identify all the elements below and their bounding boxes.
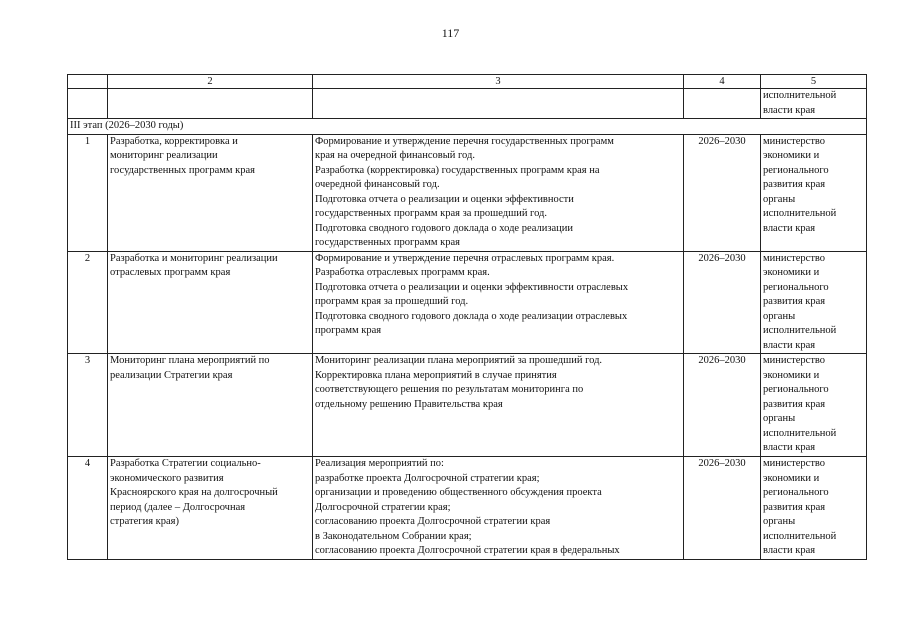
row-responsible: исполнительной власти края [761,89,867,119]
row-number: 2 [68,251,108,354]
row-number: 3 [68,354,108,457]
table-row [68,251,867,354]
row-responsible: министерство экономики и регионального развития края органы исполнительной власти края [761,134,867,251]
row-actions: Формирование и утверждение перечня государственных программ края на очередной финансовый год. Разработка (корректировка) государственных программ края на очередной финансовый год. Подготовка отчета о реализации и оценки эффективности государственных программ края за прошедший год. Подготовка сводного годового доклада о ходе реализации государственных программ края [313,134,684,251]
row-period: 2026–2030 [684,134,761,251]
table-header-row [68,75,867,89]
row-period: 2026–2030 [684,457,761,560]
row-name [108,89,313,119]
header-cell-4: 4 [684,75,761,89]
table-row [68,457,867,560]
row-period: 2026–2030 [684,354,761,457]
stage-label: III этап (2026–2030 годы) [68,119,867,135]
continuation-row [68,89,867,119]
row-actions [313,89,684,119]
row-actions: Формирование и утверждение перечня отраслевых программ края. Разработка отраслевых программ края. Подготовка отчета о реализации и оценки эффективности отраслевых программ края за прошедший год. Подготовка сводного годового доклада о ходе реализации отраслевых программ края [313,251,684,354]
strategy-table [67,74,867,560]
header-cell-5: 5 [761,75,867,89]
row-name: Разработка, корректировка и мониторинг реализации государственных программ края [108,134,313,251]
row-actions: Реализация мероприятий по: разработке проекта Долгосрочной стратегии края; организации и проведению общественного обсуждения проекта Долгосрочной стратегии края; согласованию проекта Долгосрочной стратегии края в Законодательном Собрании края; согласованию проекта Долгосрочной стратегии края в федеральных [313,457,684,560]
header-cell-2: 2 [108,75,313,89]
table-row [68,354,867,457]
row-responsible: министерство экономики и регионального развития края органы исполнительной власти края [761,251,867,354]
stage-row [68,119,867,135]
row-period [684,89,761,119]
row-number: 4 [68,457,108,560]
row-responsible: министерство экономики и регионального развития края органы исполнительной власти края [761,457,867,560]
header-cell-1 [68,75,108,89]
row-actions: Мониторинг реализации плана мероприятий за прошедший год. Корректировка плана мероприятий в случае принятия соответствующего решения по результатам мониторинга по отдельному решению Правительства края [313,354,684,457]
row-name: Разработка и мониторинг реализации отраслевых программ края [108,251,313,354]
row-period: 2026–2030 [684,251,761,354]
page-number: 117 [441,26,460,40]
row-responsible: министерство экономики и регионального развития края органы исполнительной власти края [761,354,867,457]
row-name: Мониторинг плана мероприятий по реализации Стратегии края [108,354,313,457]
row-number [68,89,108,119]
header-cell-3: 3 [313,75,684,89]
row-name: Разработка Стратегии социально- экономического развития Красноярского края на долгосрочный период (далее – Долгосрочная стратегия края) [108,457,313,560]
row-number: 1 [68,134,108,251]
table-row [68,134,867,251]
